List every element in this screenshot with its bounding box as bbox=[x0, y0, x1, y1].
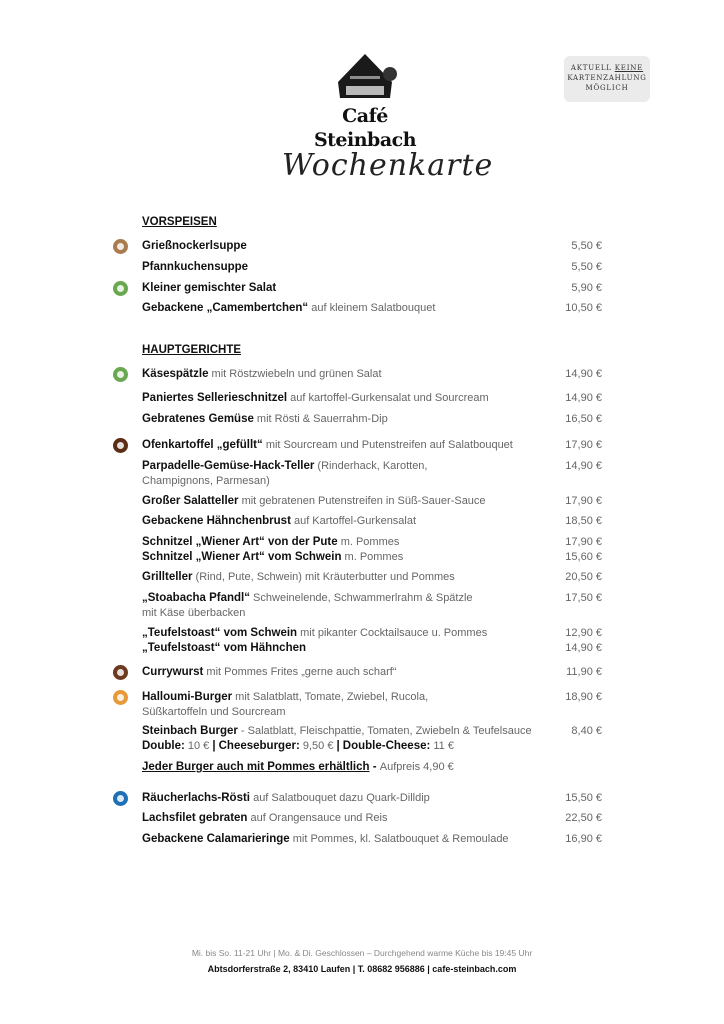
menu-item-line bbox=[142, 438, 602, 452]
menu-item-text bbox=[142, 606, 245, 620]
price: 5,90 € bbox=[571, 282, 602, 294]
opening-hours: Mi. bis So. 11-21 Uhr | Mo. & Di. Geschlossen – Durchgehend warme Küche bis 19:45 Uhr bbox=[191, 948, 533, 958]
dish-name: Paniertes Sellerieschnitzel bbox=[142, 392, 288, 404]
dish-name: Double: bbox=[142, 739, 185, 752]
dish-name: Gebratenes Gemüse bbox=[142, 413, 254, 425]
dish-name: „Stoabacha Pfandl“ bbox=[142, 592, 250, 604]
contact-info: Abtsdorferstraße 2, 83410 Laufen | T. 08682 956886 | cafe-steinbach.com bbox=[207, 964, 517, 974]
vegetarian-icon bbox=[113, 367, 128, 382]
dish-description: 10 € bbox=[184, 739, 213, 752]
dish-description: mit Rösti & Sauerrahm-Dip bbox=[253, 413, 388, 425]
dish-name: Schnitzel „Wiener Art“ vom Schwein bbox=[142, 550, 342, 563]
menu-item-text bbox=[142, 832, 509, 846]
menu-item-line bbox=[142, 494, 602, 508]
dish-name: Käsespätzle bbox=[142, 368, 209, 380]
dish-description: auf Kartoffel-Gurkensalat bbox=[290, 515, 417, 527]
price: 17,50 € bbox=[565, 592, 602, 604]
menu-item-line bbox=[142, 367, 602, 381]
menu-item-text bbox=[142, 641, 306, 655]
currywurst-icon bbox=[113, 665, 128, 680]
menu-item-line bbox=[142, 391, 602, 405]
menu-item-line bbox=[142, 606, 602, 620]
menu-item-line bbox=[142, 239, 602, 253]
dish-description: mit gebratenen Putenstreifen in Süß-Sauer-Sauce bbox=[238, 495, 486, 507]
price: 14,90 € bbox=[565, 392, 602, 404]
menu-item-text bbox=[142, 239, 247, 253]
dish-description: auf Orangensauce und Reis bbox=[247, 812, 388, 824]
dish-name: Currywurst bbox=[142, 666, 204, 678]
menu-item-text bbox=[142, 412, 388, 426]
payment-notice-badge bbox=[564, 56, 650, 102]
dish-name: Gebackene Calamarieringe bbox=[142, 833, 290, 845]
menu-item-line bbox=[142, 412, 602, 426]
price: 17,90 € bbox=[565, 536, 602, 548]
dish-name: Ofenkartoffel „gefüllt“ bbox=[142, 439, 263, 451]
menu-item-text bbox=[142, 705, 285, 719]
menu-item-line bbox=[142, 301, 602, 315]
price: 15,60 € bbox=[565, 550, 602, 563]
menu-item-line bbox=[142, 459, 602, 473]
price: 18,90 € bbox=[565, 691, 602, 703]
menu-item-line bbox=[142, 724, 602, 738]
price: 10,50 € bbox=[565, 302, 602, 314]
dish-description: mit Käse überbacken bbox=[142, 606, 246, 619]
menu-item-text bbox=[142, 591, 473, 605]
dish-name: Räucherlachs-Rösti bbox=[142, 792, 251, 804]
section-heading: HAUPTGERICHTE bbox=[142, 344, 242, 356]
menu-item-text bbox=[142, 367, 382, 381]
menu-item-text bbox=[142, 535, 399, 549]
menu-item-text bbox=[142, 665, 397, 679]
dish-name: Halloumi-Burger bbox=[142, 691, 233, 703]
menu-item-line bbox=[142, 739, 602, 753]
potato-icon bbox=[113, 438, 128, 453]
dish-description: m. Pommes bbox=[341, 550, 404, 563]
dish-name: Steinbach Burger bbox=[142, 725, 238, 737]
dish-description: mit Sourcream und Putenstreifen auf Salatbouquet bbox=[262, 439, 513, 451]
menu-item-text bbox=[142, 739, 454, 753]
dish-description: auf kleinem Salatbouquet bbox=[308, 302, 436, 314]
dish-description: (Rinderhack, Karotten, bbox=[314, 460, 428, 472]
menu-item-line bbox=[142, 665, 602, 679]
menu-item-line bbox=[142, 690, 602, 704]
badge-text: MÖGLICH bbox=[585, 84, 629, 92]
dish-name: Schnitzel „Wiener Art“ von der Pute bbox=[142, 536, 338, 548]
dish-description: mit Pommes, kl. Salatbouquet & Remoulade bbox=[289, 833, 509, 845]
dish-description: mit pikanter Cocktailsauce u. Pommes bbox=[297, 627, 488, 639]
dish-name: - bbox=[369, 761, 380, 773]
dish-description: auf kartoffel-Gurkensalat und Sourcream bbox=[287, 392, 489, 404]
menu-item-text bbox=[142, 391, 489, 405]
dish-name: | bbox=[212, 739, 216, 752]
menu-item-text bbox=[142, 570, 455, 584]
dish-description: (Rind, Pute, Schwein) mit Kräuterbutter und Pommes bbox=[192, 571, 455, 583]
menu-item-text bbox=[142, 791, 430, 805]
dish-name: Gebackene „Camembertchen“ bbox=[142, 302, 309, 314]
menu-item-text bbox=[142, 811, 388, 825]
dish-name: Pfannkuchensuppe bbox=[142, 261, 249, 273]
menu-item-line bbox=[142, 811, 602, 825]
menu-item-line bbox=[142, 474, 602, 488]
menu-item-text bbox=[142, 724, 532, 738]
dish-description: Süßkartoffeln und Sourcream bbox=[142, 705, 286, 718]
fish-icon bbox=[113, 791, 128, 806]
menu-item-line bbox=[142, 791, 602, 805]
soup-icon bbox=[113, 239, 128, 254]
price: 14,90 € bbox=[565, 641, 602, 654]
dish-name: Double-Cheese: bbox=[342, 739, 431, 752]
menu-item-text bbox=[142, 260, 248, 274]
badge-text-underlined: KEINE bbox=[614, 64, 644, 72]
vegetarian-icon bbox=[113, 281, 128, 296]
price: 14,90 € bbox=[565, 460, 602, 472]
price: 5,50 € bbox=[571, 261, 602, 273]
menu-item-text bbox=[142, 760, 454, 774]
price: 8,40 € bbox=[571, 725, 602, 737]
dish-description: mit Salatblatt, Tomate, Zwiebel, Rucola, bbox=[232, 691, 429, 703]
dish-name: Grießnockerlsuppe bbox=[142, 240, 247, 252]
dish-name: Großer Salatteller bbox=[142, 495, 239, 507]
menu-item-text bbox=[142, 494, 486, 508]
menu-item-text bbox=[142, 281, 276, 295]
menu-item-line bbox=[142, 591, 602, 605]
dish-name: Jeder Burger auch mit Pommes erhältlich bbox=[142, 761, 370, 773]
price: 11,90 € bbox=[566, 666, 602, 678]
badge-text: AKTUELL bbox=[570, 64, 615, 72]
menu-item-line bbox=[142, 535, 602, 549]
menu-item-line bbox=[142, 550, 602, 564]
dish-name: Parpadelle-Gemüse-Hack-Teller bbox=[142, 460, 315, 472]
menu-item-text bbox=[142, 459, 428, 473]
dish-description: mit Pommes Frites „gerne auch scharf“ bbox=[203, 666, 397, 678]
menu-item-line bbox=[142, 641, 602, 655]
menu-item-text bbox=[142, 301, 435, 315]
dish-name: Cheeseburger: bbox=[218, 739, 300, 752]
dish-name: Gebackene Hähnchenbrust bbox=[142, 515, 291, 527]
price: 20,50 € bbox=[565, 571, 602, 583]
dish-description: Aufpreis 4,90 € bbox=[379, 761, 454, 773]
menu-item-line bbox=[142, 281, 602, 295]
section-heading: VORSPEISEN bbox=[142, 216, 217, 228]
dish-name: Kleiner gemischter Salat bbox=[142, 282, 277, 294]
menu-item-text bbox=[142, 514, 416, 528]
dish-description: Schweinelende, Schwammerlrahm & Spätzle bbox=[250, 592, 473, 604]
price: 22,50 € bbox=[565, 812, 602, 824]
menu-item-line bbox=[142, 514, 602, 528]
menu-item-text bbox=[142, 438, 513, 452]
dish-description: 11 € bbox=[430, 739, 454, 752]
price: 16,50 € bbox=[565, 413, 602, 425]
page-title: Wochenkarte bbox=[282, 148, 494, 183]
menu-item-line bbox=[142, 832, 602, 846]
dish-description: 9,50 € bbox=[299, 739, 337, 752]
dish-name: Grillteller bbox=[142, 571, 193, 583]
brand-name: Café Steinbach bbox=[313, 105, 417, 151]
dish-name: „Teufelstoast“ vom Hähnchen bbox=[142, 641, 307, 654]
dish-description: mit Röstzwiebeln und grünen Salat bbox=[208, 368, 382, 380]
price: 15,50 € bbox=[565, 792, 602, 804]
price: 14,90 € bbox=[565, 368, 602, 380]
dish-name: Lachsfilet gebraten bbox=[142, 812, 248, 824]
price: 5,50 € bbox=[571, 240, 602, 252]
price: 17,90 € bbox=[565, 439, 602, 451]
menu-item-text bbox=[142, 474, 270, 488]
dish-name: | bbox=[336, 739, 340, 752]
menu-item-line bbox=[142, 760, 602, 774]
menu-item-line bbox=[142, 260, 602, 274]
price: 16,90 € bbox=[565, 833, 602, 845]
badge-text: KARTENZAHLUNG bbox=[567, 74, 647, 82]
dish-description: auf Salatbouquet dazu Quark-Dilldip bbox=[250, 792, 430, 804]
menu-item-text bbox=[142, 550, 403, 564]
dish-description: Champignons, Parmesan) bbox=[142, 474, 270, 487]
price: 12,90 € bbox=[565, 627, 602, 639]
menu-item-text bbox=[142, 626, 487, 640]
menu-item-text bbox=[142, 690, 428, 704]
dish-description: m. Pommes bbox=[337, 536, 400, 548]
house-logo-icon bbox=[330, 52, 400, 102]
menu-item-line bbox=[142, 705, 602, 719]
cafe-logo bbox=[300, 52, 430, 152]
dish-description: - Salatblatt, Fleischpattie, Tomaten, Zwiebeln & Teufelsauce bbox=[237, 725, 532, 737]
price: 18,50 € bbox=[565, 515, 602, 527]
menu-item-line bbox=[142, 570, 602, 584]
price: 17,90 € bbox=[565, 495, 602, 507]
dish-name: „Teufelstoast“ vom Schwein bbox=[142, 627, 298, 639]
burger-icon bbox=[113, 690, 128, 705]
menu-item-line bbox=[142, 626, 602, 640]
